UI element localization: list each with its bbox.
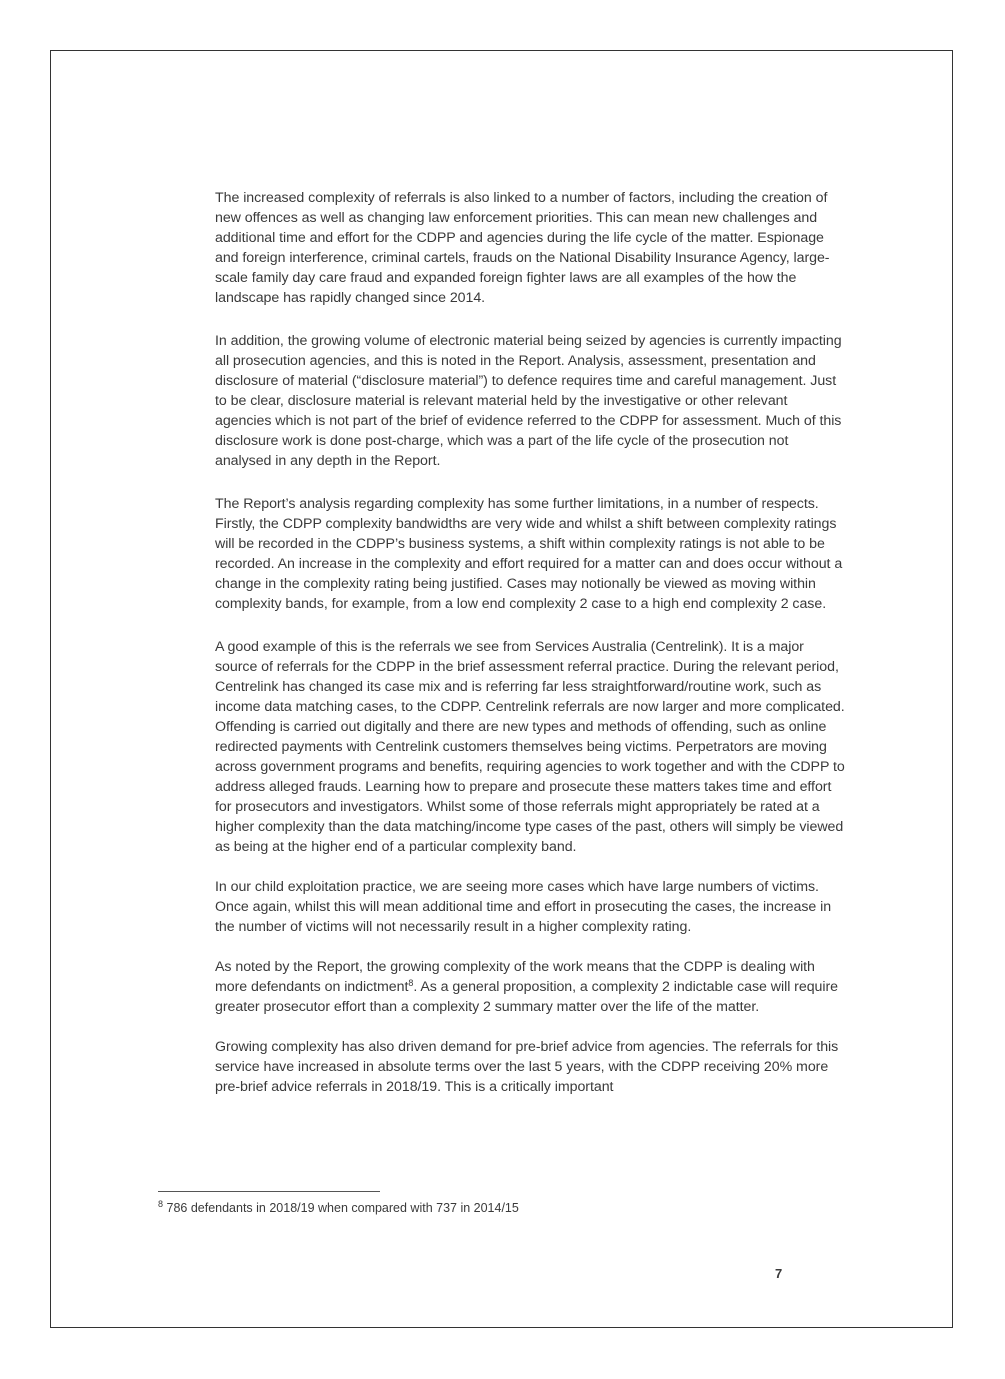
paragraph-disclosure-material: In addition, the growing volume of electronic material being seized by agencies is currently impacting all prosecution agencies, and this is noted in the Report. Analysis, assessment, presentation and disclosure of material (“disclosure material”) to defence requires time and careful management. Just to be clear, disclosure material is relevant material held by the investigative or other relevant agencies which is not part of the brief of evidence referred to the CDPP for assessment. Much of this disclosure work is done post-charge, which was a part of the life cycle of the prosecution not analysed in any depth in the Report.	[215, 333, 842, 469]
paragraph-centrelink-example: A good example of this is the referrals we see from Services Australia (Centrelink). It is a major source of referrals for the CDPP in the brief assessment referral practice. During the relevant period, Centrelink has changed its case mix and is referring far less straightforward/routine work, such as income data matching cases, to the CDPP. Centrelink referrals are now larger and more complicated. Offending is carried out digitally and there are new types and methods of offending, such as online redirected payments with Centrelink customers themselves being victims. Perpetrators are moving across government programs and benefits, requiring agencies to work together and with the CDPP to address alleged frauds. Learning how to prepare and prosecute these matters takes time and effort for prosecutors and investigators. Whilst some of those referrals might appropriately be rated at a higher complexity than the data matching/income type cases of the past, others will simply be viewed as being at the higher end of a particular complexity band.	[215, 639, 845, 855]
paragraph-new-offences: The increased complexity of referrals is also linked to a number of factors, including the creation of new offences as well as changing law enforcement priorities. This can mean new challenges and additional time and effort for the CDPP and agencies during the life cycle of the matter. Espionage and foreign interference, criminal cartels, frauds on the National Disability Insurance Agency, large-scale family day care fraud and expanded foreign fighter laws are all examples of the how the landscape has rapidly changed since 2014.	[215, 190, 830, 306]
footnote-separator	[158, 1191, 380, 1192]
document-body	[215, 188, 847, 1117]
footnote	[158, 1200, 519, 1216]
footnote-marker: 8	[158, 1199, 164, 1209]
footnote-reference: 8	[408, 978, 414, 988]
footnote-text: 786 defendants in 2018/19 when compared with 737 in 2014/15	[163, 1201, 519, 1215]
paragraph-defendants-on-indictment	[215, 957, 847, 1017]
paragraph-pre-brief-advice: Growing complexity has also driven demand for pre-brief advice from agencies. The referrals for this service have increased in absolute terms over the last 5 years, with the CDPP receiving 20% more pre-brief advice referrals in 2018/19. This is a critically important	[215, 1039, 839, 1095]
paragraph-child-exploitation: In our child exploitation practice, we are seeing more cases which have large numbers of victims. Once again, whilst this will mean additional time and effort in prosecuting the cases, the increase in the number of victims will not necessarily result in a higher complexity rating.	[215, 879, 832, 935]
paragraph-text-part: As noted by the Report, the growing complexity of the work means that the CDPP is dealing with more defendants on indictment	[215, 959, 815, 995]
paragraph-complexity-limitations: The Report’s analysis regarding complexity has some further limitations, in a number of respects. Firstly, the CDPP complexity bandwidths are very wide and whilst a shift between complexity ratings will be recorded in the CDPP’s business systems, a shift within complexity ratings is not able to be recorded. An increase in the complexity and effort required for a matter can and does occur without a change in the complexity rating being justified. Cases may notionally be viewed as moving within complexity bands, for example, from a low end complexity 2 case to a high end complexity 2 case.	[215, 496, 843, 612]
page-number: 7	[775, 1266, 783, 1281]
paragraph-text-part: . As a general proposition, a complexity 2 indictable case will require greater prosecutor effort than a complexity 2 summary matter over the life of the matter.	[215, 979, 838, 1015]
